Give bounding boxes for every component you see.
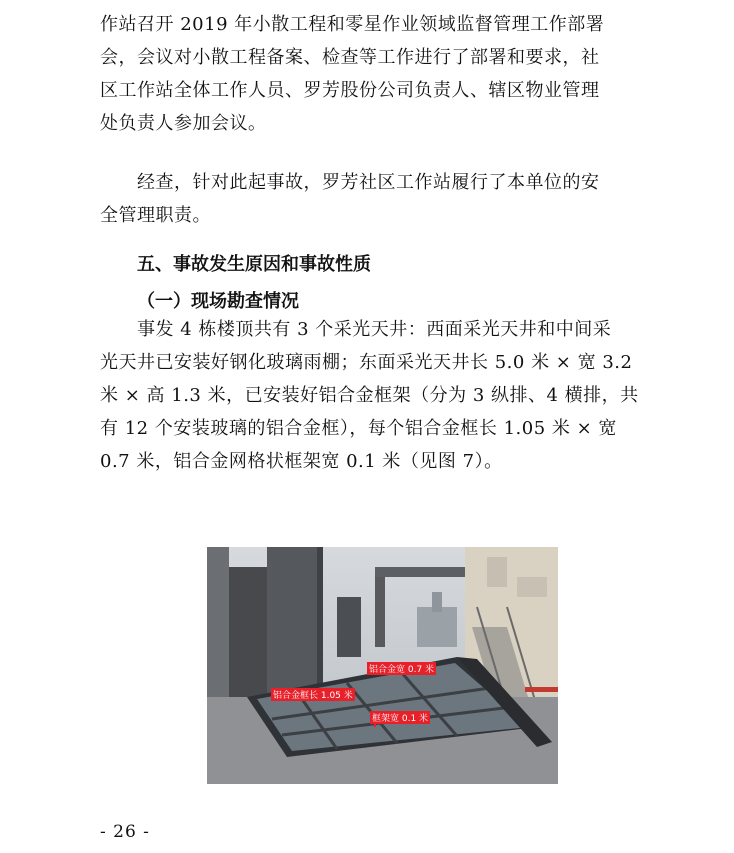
paragraph-3 (100, 313, 640, 478)
subsection-heading: （一）现场勘查情况 (137, 291, 299, 312)
text-line: 作站召开 2019 年小散工程和零星作业领域监督管理工作部署 (100, 14, 605, 35)
text-line: 经查，针对此起事故，罗芳社区工作站履行了本单位的安 (137, 172, 600, 193)
text-line: 0.7 米，铝合金网格状框架宽 0.1 米（见图 7）。 (100, 451, 503, 472)
section-heading: 五、事故发生原因和事故性质 (137, 254, 371, 275)
text-line: 事发 4 栋楼顶共有 3 个采光天井：西面采光天井和中间采 (137, 319, 612, 340)
annotation-label-width: 铝合金宽 0.7 米 (367, 662, 436, 675)
paragraph-1 (100, 8, 640, 140)
text-line: 有 12 个安装玻璃的铝合金框），每个铝合金框长 1.05 米 × 宽 (100, 418, 617, 439)
paragraph-2 (100, 166, 640, 232)
text-line: 光天井已安装好钢化玻璃雨棚；东面采光天井长 5.0 米 × 宽 3.2 (100, 352, 633, 373)
annotation-label-frame: 框架宽 0.1 米 (370, 711, 430, 724)
text-line: 区工作站全体工作人员、罗芳股份公司负责人、辖区物业管理 (100, 80, 600, 101)
text-line: 处负责人参加会议。 (100, 113, 267, 134)
page-number: - 26 - (100, 822, 150, 842)
annotation-label-length: 铝合金框长 1.05 米 (271, 688, 355, 701)
text-line: 全管理职责。 (100, 205, 211, 226)
text-line: 会，会议对小散工程备案、检查等工作进行了部署和要求，社 (100, 47, 600, 68)
text-line: 米 × 高 1.3 米，已安装好铝合金框架（分为 3 纵排、4 横排，共 (100, 385, 639, 406)
rooftop-skylight-photo (207, 547, 558, 784)
